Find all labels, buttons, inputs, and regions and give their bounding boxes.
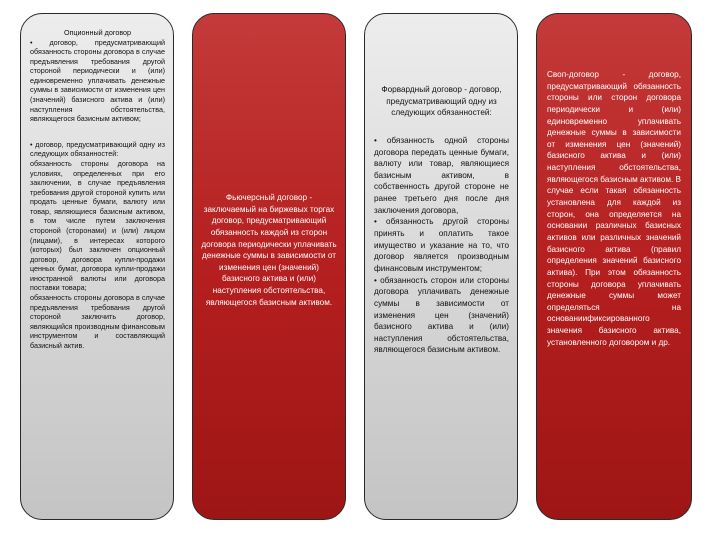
forward-contract-obligations: • обязанность одной стороны договора передать ценные бумаги, валюту или товар, являющиеся базисным активом, в собственность другой стороне не ранее третьего дня после дня заключения договора, • обязанность другой стороны принять и оплатить такое имущество и указание на то, что договор является производным финансовым инструментом; • обязанность сторон или стороны договора уплачивать денежные суммы в зависимости от изменения цен (значений) базисного актива и (или) наступления обстоятельства, являющегося базисным активом. <box>374 135 509 355</box>
forward-contract-card <box>364 13 518 520</box>
futures-contract-text-wrap <box>201 192 337 308</box>
spacer <box>374 119 509 135</box>
swap-contract-card <box>536 13 692 520</box>
futures-contract-card <box>192 13 346 520</box>
forward-contract-title: Форвардный договор - договор, предусматривающий одну из следующих обязанностей: <box>381 85 502 118</box>
swap-contract-definition: Своп-договор - договор, предусматривающий обязанность стороны или сторон договора периодически и (или) единовременно уплачивать денежные суммы в зависимости от изменения цен (значений) базисного актива и (или) наступления обстоятельства, являющегося базисным активом. В случае если такая обязанность установлена для каждой из сторон, она определяется на основании различных базисных активов или различных значений базисного актива (правил определения значений базисного актива). При этом обязанность стороны договора уплачивать денежные суммы может определяться на основаниификсированного значения базисного актива, установленного договором и др. <box>547 70 682 347</box>
futures-contract-definition: Фьючерсный договор - заключаемый на биржевых торгах договор, предусматривающий обязанность каждой из сторон договора периодически уплачивать денежные суммы в зависимости от изменения цен (значений) базисного актива и (или) наступления обстоятельства, являющегося базисным активом. <box>201 193 337 307</box>
option-contract-definition-2: • договор, предусматривающий одну из следующих обязанностей: обязанность стороны договора на условиях, определенных при его заключении, в случае предъявления требования другой стороной купить или продать ценные бумаги, валюту или товар, являющиеся базисным активом, в том числе путем заключения стороной (сторонами) и (или) лицом (лицами), в интересах которого (которых) был заключен опционный договор, договора купли-продажи ценных бумаг, договора купли-продажи иностранной валюты или договора поставки товара; обязанность стороны договора в случае предъявления требования другой стороной заключить договор, являющийся производным финансовым инструментом и составляющий базисный актив. <box>30 139 165 350</box>
option-contract-title: Опционный договор <box>63 28 132 37</box>
option-contract-card <box>20 13 174 520</box>
option-contract-definition-1: • договор, предусматривающий обязанность стороны договора в случае предъявления требования другой стороной периодически и (или) единовременно уплачивать денежные суммы в зависимости от изменения цен (значений) базисного актива и (или) наступления обстоятельства, являющегося базисным активом; <box>30 37 165 124</box>
spacer <box>30 124 165 140</box>
